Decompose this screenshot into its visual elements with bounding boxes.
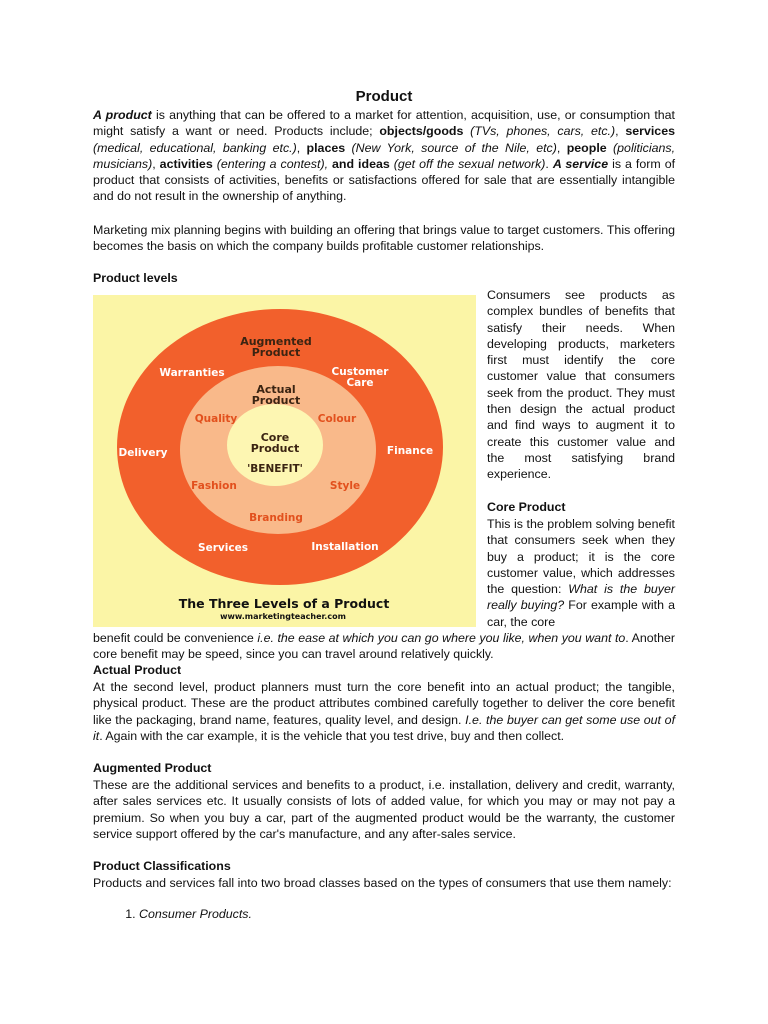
label-warranties: Warranties bbox=[159, 367, 225, 379]
intro-paragraph: A product is anything that can be offered to a market for attention, acquisition, use, or consumption that might satisfy a want or need. Products include; objects/goods (TVs, phones, cars, etc.), services (medical, educational, banking etc.), places (New York, source of the Nile, etc), people (politicians, musicians), activities (entering a contest), and ideas (get off the sexual network). A service is a form of product that consists of activities, benefits or satisfactions offered for sale that are essentially intangible and do not result in the ownership of anything. bbox=[93, 108, 676, 204]
label-fashion: Fashion bbox=[191, 480, 237, 492]
marketing-mix-paragraph: Marketing mix planning begins with building an offering that brings value to target customers. This offering becomes the basis on which the company builds profitable customer relationships. bbox=[93, 223, 675, 254]
core-title-2: Product bbox=[250, 442, 300, 455]
actual-title-2: Product bbox=[251, 394, 301, 407]
label-quality: Quality bbox=[194, 413, 238, 425]
augmented-title-2: Product bbox=[251, 346, 301, 359]
classifications-paragraph: Products and services fall into two broad classes based on the types of consumers that use them namely: bbox=[93, 876, 672, 890]
actual-product-paragraph: At the second level, product planners must turn the core benefit into an actual product; the tangible, physical product. These are the product attributes combined carefully together to deliver the core benefit like the packaging, brand name, features, quality level, and design. I.e. the buyer can get some use out of it. Again with the car example, it is the vehicle that you test drive, buy and then collect. bbox=[93, 680, 676, 743]
three-levels-diagram bbox=[93, 295, 476, 627]
augmented-product-paragraph: These are the additional services and benefits to a product, i.e. installation, delivery and credit, warranty, after sales services etc. It usually consists of lots of added value, for which you may or may not pay a premium. So when you buy a car, part of the augmented product would be the warranty, the customer service support offered by the car's manufacture, and any after-sales service. bbox=[93, 778, 675, 841]
label-finance: Finance bbox=[386, 445, 434, 457]
label-services: Services bbox=[198, 542, 248, 554]
diagram-caption: The Three Levels of a Product bbox=[178, 596, 390, 611]
classification-list bbox=[93, 907, 252, 921]
label-customer-care-2: Care bbox=[346, 377, 374, 389]
core-title-1: Core bbox=[260, 431, 290, 444]
classifications-heading: Product Classifications bbox=[93, 859, 231, 873]
term-service: A service bbox=[552, 156, 609, 171]
augmented-product-heading: Augmented Product bbox=[93, 761, 212, 775]
label-delivery: Delivery bbox=[118, 447, 168, 459]
core-product-side-text: This is the problem solving benefit that consumers seek when they buy a product; it is the core customer value, which addresses the question: What is the buyer really buying? For example with a car, the core bbox=[487, 517, 675, 629]
label-customer-care-1: Customer bbox=[331, 366, 389, 378]
augmented-title-1: Augmented bbox=[240, 335, 312, 348]
actual-product-heading: Actual Product bbox=[93, 663, 182, 677]
core-product-continuation: benefit could be convenience i.e. the ease at which you can go where you like, when you want to. Another core benefit may be speed, since you can travel around relatively quickly. bbox=[93, 631, 675, 662]
label-branding: Branding bbox=[249, 512, 303, 524]
product-levels-side-text: Consumers see products as complex bundles of benefits that satisfy their needs. When developing products, marketers first must identify the core customer value that consumers seek from the product. They must then design the actual product and find ways to augment it to create this customer value and the most satisfying brand experience. bbox=[487, 288, 675, 482]
diagram-source: www.marketingteacher.com bbox=[220, 612, 346, 621]
page-title: Product bbox=[355, 88, 413, 105]
label-installation: Installation bbox=[311, 541, 379, 553]
core-benefit: 'BENEFIT' bbox=[247, 463, 303, 475]
list-item: 1. Consumer Products. bbox=[139, 907, 252, 921]
label-colour: Colour bbox=[317, 413, 357, 425]
core-product-heading: Core Product bbox=[487, 500, 566, 514]
label-style: Style bbox=[329, 480, 361, 492]
term-product: A product bbox=[93, 108, 152, 122]
actual-title-1: Actual bbox=[256, 383, 296, 396]
product-levels-heading: Product levels bbox=[93, 271, 178, 285]
